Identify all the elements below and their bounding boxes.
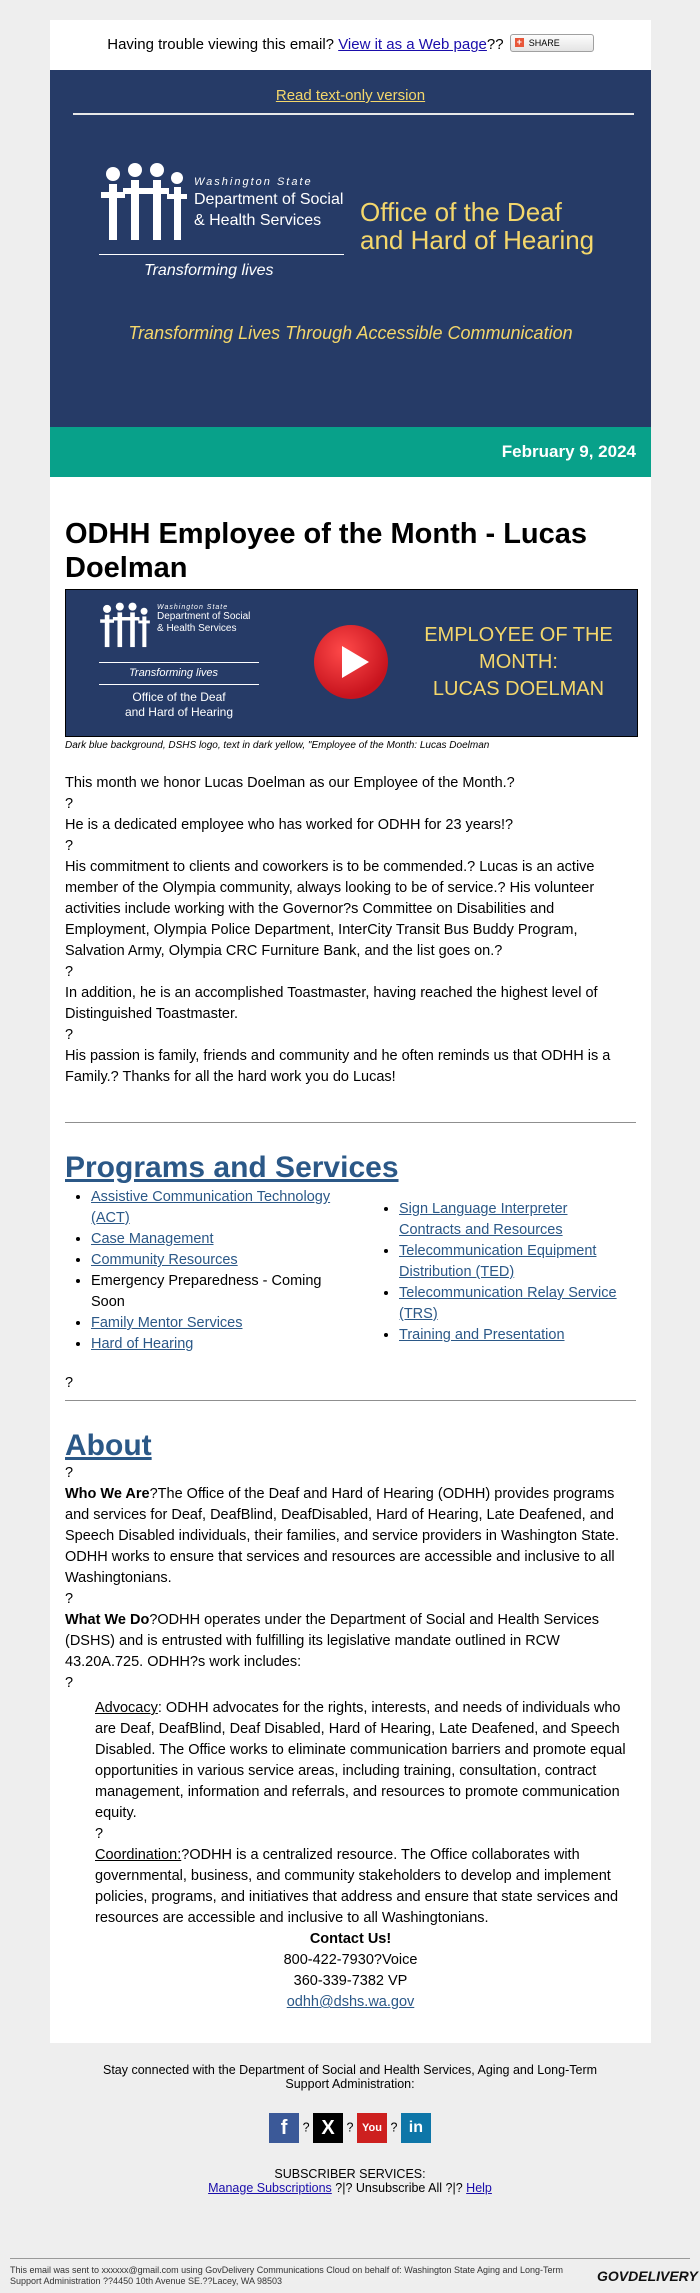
program-item — [399, 1283, 629, 1325]
govdelivery-logo[interactable]: GOVDELIVERY — [597, 2268, 698, 2284]
video-title-line-3: LUCAS DOELMAN — [432, 678, 605, 700]
trouble-text: Having trouble viewing this email? — [107, 36, 335, 53]
share-label: SHARE — [528, 38, 560, 49]
program-link-case-management[interactable]: Case Management — [91, 1231, 214, 1247]
article-body — [65, 773, 636, 1088]
program-link-act[interactable]: Assistive Communication Technology (ACT) — [91, 1189, 331, 1226]
advocacy-block — [65, 1698, 636, 1929]
linkedin-icon[interactable]: in — [401, 2113, 431, 2143]
coordination-label: Coordination: — [95, 1847, 182, 1863]
program-link-hard-of-hearing[interactable]: Hard of Hearing — [91, 1336, 194, 1352]
about-heading[interactable]: About — [65, 1429, 152, 1462]
main-content — [50, 517, 651, 2043]
top-bar — [50, 20, 651, 70]
office-line-2: and Hard of Hearing — [360, 225, 595, 255]
office-name — [360, 198, 594, 254]
spacer-mark: ? — [65, 1375, 74, 1391]
office-line-1: Office of the Deaf — [360, 197, 562, 227]
article-paragraph: His commitment to clients and coworkers is to be commended.? Lucas is an active member of the Olympia community, always looking to be of service.? His volunteer activities include working with the Governor?s Committee on Disabilities and Employment, Olympia Police Department, InterCity Transit Bus Buddy Program, Salvation Army, Olympia CRC Furniture Bank, and the list goes on.? — [65, 859, 595, 959]
contact-email-link[interactable]: odhh@dshs.wa.gov — [286, 1994, 415, 2010]
section-divider — [65, 1400, 636, 1401]
spacer-mark: ? — [65, 1675, 74, 1691]
state-label: Washington State — [194, 176, 313, 188]
contact-block — [65, 1929, 636, 2013]
link-sep: ?|? — [331, 2181, 356, 2195]
people-figures-icon — [99, 602, 151, 654]
facebook-icon[interactable]: f — [269, 2113, 299, 2143]
phone-voice: 800-422-7930?Voice — [283, 1952, 418, 1968]
spacer-mark: ? — [65, 1465, 74, 1481]
video-logo-divider-2 — [99, 684, 259, 685]
social-sep: ? — [302, 2120, 310, 2135]
video-state-label: Washington State — [157, 604, 229, 611]
article-paragraph: In addition, he is an accomplished Toastmaster, having reached the highest level of Distinguished Toastmaster. — [65, 985, 598, 1022]
video-thumbnail[interactable] — [65, 589, 638, 737]
social-links — [0, 2113, 700, 2143]
banner-motto: Transforming Lives Through Accessible Communication — [128, 323, 573, 343]
people-figures-icon — [99, 162, 189, 252]
phone-vp: 360-339-7382 VP — [293, 1973, 408, 1989]
program-emergency-preparedness: Emergency Preparedness - Coming Soon — [91, 1273, 322, 1310]
date-bar — [50, 427, 651, 477]
web-page-link[interactable]: View it as a Web page — [338, 36, 487, 53]
contact-heading: Contact Us! — [309, 1931, 392, 1947]
what-label: What We Do — [65, 1612, 150, 1628]
program-item — [91, 1229, 351, 1250]
logo-tagline: Transforming lives — [144, 262, 274, 279]
section-divider — [65, 1122, 636, 1123]
spacer-mark: ? — [65, 964, 74, 980]
video-dept-line-1: Department of Social — [157, 611, 251, 622]
program-item — [91, 1313, 351, 1334]
programs-list — [65, 1185, 636, 1355]
video-dept-line-2: & Health Services — [157, 623, 237, 634]
program-item — [399, 1241, 629, 1283]
program-item — [91, 1334, 351, 1355]
play-icon[interactable] — [314, 625, 388, 699]
video-office-line-1: Office of the Deaf — [132, 690, 226, 704]
coordination-text: ?ODHH is a centralized resource. The Office collaborates with governmental, business, and community stakeholders to develop and implement policies, programs, and initiatives that address and ensure that state services and resources are accessible and inclusive to all Washingtonians. — [95, 1847, 619, 1926]
what-we-do — [65, 1610, 636, 1673]
issue-date: February 9, 2024 — [501, 442, 636, 461]
help-link[interactable]: Help — [466, 2181, 492, 2195]
dshs-logo — [99, 162, 399, 292]
social-sep: ? — [346, 2120, 354, 2135]
programs-right-column — [351, 1199, 629, 1355]
banner-divider — [73, 113, 634, 115]
image-caption: Dark blue background, DSHS logo, text in dark yellow, "Employee of the Month: Lucas Doelman — [65, 740, 490, 751]
text-only-link[interactable]: Read text-only version — [275, 87, 426, 104]
spacer-mark: ? — [65, 1591, 74, 1607]
programs-left-column — [65, 1187, 351, 1355]
header-banner — [50, 70, 651, 427]
video-title-line-1: EMPLOYEE OF THE — [424, 624, 613, 646]
program-item — [399, 1325, 629, 1346]
topbar-suffix: ?? — [486, 36, 504, 53]
advocacy-text: : ODHH advocates for the rights, interests, and needs of individuals who are Deaf, DeafBlind, Deaf Disabled, Hard of Hearing, Late Deafened, and Speech Disabled. The Office works to eliminate communication barriers and promote equal opportunities in various service areas, including training, consultation, contract management, information and referrals, and resources to promote communication equity. — [95, 1700, 626, 1821]
video-tagline: Transforming lives — [129, 667, 219, 679]
who-label: Who We Are — [65, 1486, 150, 1502]
video-office-line-2: and Hard of Hearing — [124, 705, 234, 719]
article-paragraph: He is a dedicated employee who has worked for ODHH for 23 years!? — [65, 817, 514, 833]
article-title: ODHH Employee of the Month - Lucas Doelman — [65, 518, 588, 584]
program-link-trs[interactable]: Telecommunication Relay Service (TRS) — [399, 1285, 617, 1322]
spacer-mark: ? — [65, 796, 74, 812]
connect-text: Stay connected with the Department of Social and Health Services, Aging and Long-Term Support Administration: — [102, 2063, 598, 2091]
agency-name — [194, 176, 343, 230]
bottom-spacer — [65, 2013, 636, 2043]
what-text: ?ODHH operates under the Department of Social and Health Services (DSHS) and is entrusted with fulfilling its legislative mandate outlined in RCW 43.20A.725. ODHH?s work includes: — [65, 1612, 600, 1670]
manage-subscriptions-link[interactable]: Manage Subscriptions — [208, 2181, 332, 2195]
spacer-mark: ? — [65, 1027, 74, 1043]
share-button[interactable] — [510, 34, 594, 52]
video-logo-divider — [99, 662, 259, 663]
fine-print: This email was sent to xxxxxx@gmail.com using GovDelivery Communications Cloud on behalf of: Washington State Aging and Long-Term Support Administration ??4450 10th Avenue SE.??Lacey, WA 98503 — [10, 2265, 564, 2286]
email-card — [50, 20, 651, 2043]
program-item — [91, 1271, 351, 1313]
social-sep: ? — [390, 2120, 398, 2135]
logo-divider — [99, 254, 344, 255]
program-link-family-mentor[interactable]: Family Mentor Services — [91, 1315, 243, 1331]
program-item — [399, 1199, 629, 1241]
video-title — [411, 622, 626, 703]
footer-divider — [10, 2258, 690, 2259]
x-twitter-icon[interactable]: X — [313, 2113, 343, 2143]
who-we-are — [65, 1484, 636, 1589]
unsubscribe-all-link[interactable]: Unsubscribe All — [355, 2181, 443, 2195]
about-body — [65, 1463, 636, 2013]
article-paragraph: This month we honor Lucas Doelman as our Employee of the Month.? — [65, 775, 515, 791]
footer — [0, 2063, 700, 2195]
program-item — [91, 1187, 351, 1229]
program-link-community-resources[interactable]: Community Resources — [91, 1252, 238, 1268]
article-paragraph: His passion is family, friends and community and he often reminds us that ODHH is a Family.? Thanks for all the hard work you do Lucas! — [65, 1048, 611, 1085]
spacer-mark: ? — [95, 1826, 104, 1842]
program-link-interpreter[interactable]: Sign Language Interpreter Contracts and Resources — [399, 1201, 568, 1238]
spacer-mark: ? — [65, 838, 74, 854]
video-title-line-2: MONTH: — [479, 651, 558, 673]
program-link-training[interactable]: Training and Presentation — [399, 1327, 565, 1343]
youtube-icon[interactable]: You — [357, 2113, 387, 2143]
who-text: ?The Office of the Deaf and Hard of Hearing (ODHH) provides programs and services for Deaf, DeafBlind, DeafDisabled, Hard of Hearing, Late Deafened, and Speech Disabled individuals, their families, and service providers in Washington State. ODHH works to ensure that services and resources are accessible and inclusive to all Washingtonians. — [65, 1486, 619, 1586]
subscriber-heading: SUBSCRIBER SERVICES: — [274, 2167, 426, 2181]
program-link-ted[interactable]: Telecommunication Equipment Distribution (TED) — [399, 1243, 597, 1280]
subscriber-links — [0, 2181, 700, 2195]
link-sep: ?|? — [442, 2181, 467, 2195]
advocacy-label: Advocacy — [95, 1700, 158, 1716]
dept-line-1: Department of Social — [194, 191, 344, 208]
dept-line-2: & Health Services — [194, 212, 322, 229]
program-item — [91, 1250, 351, 1271]
programs-heading[interactable]: Programs and Services — [65, 1151, 399, 1184]
plus-icon: + — [516, 37, 522, 48]
